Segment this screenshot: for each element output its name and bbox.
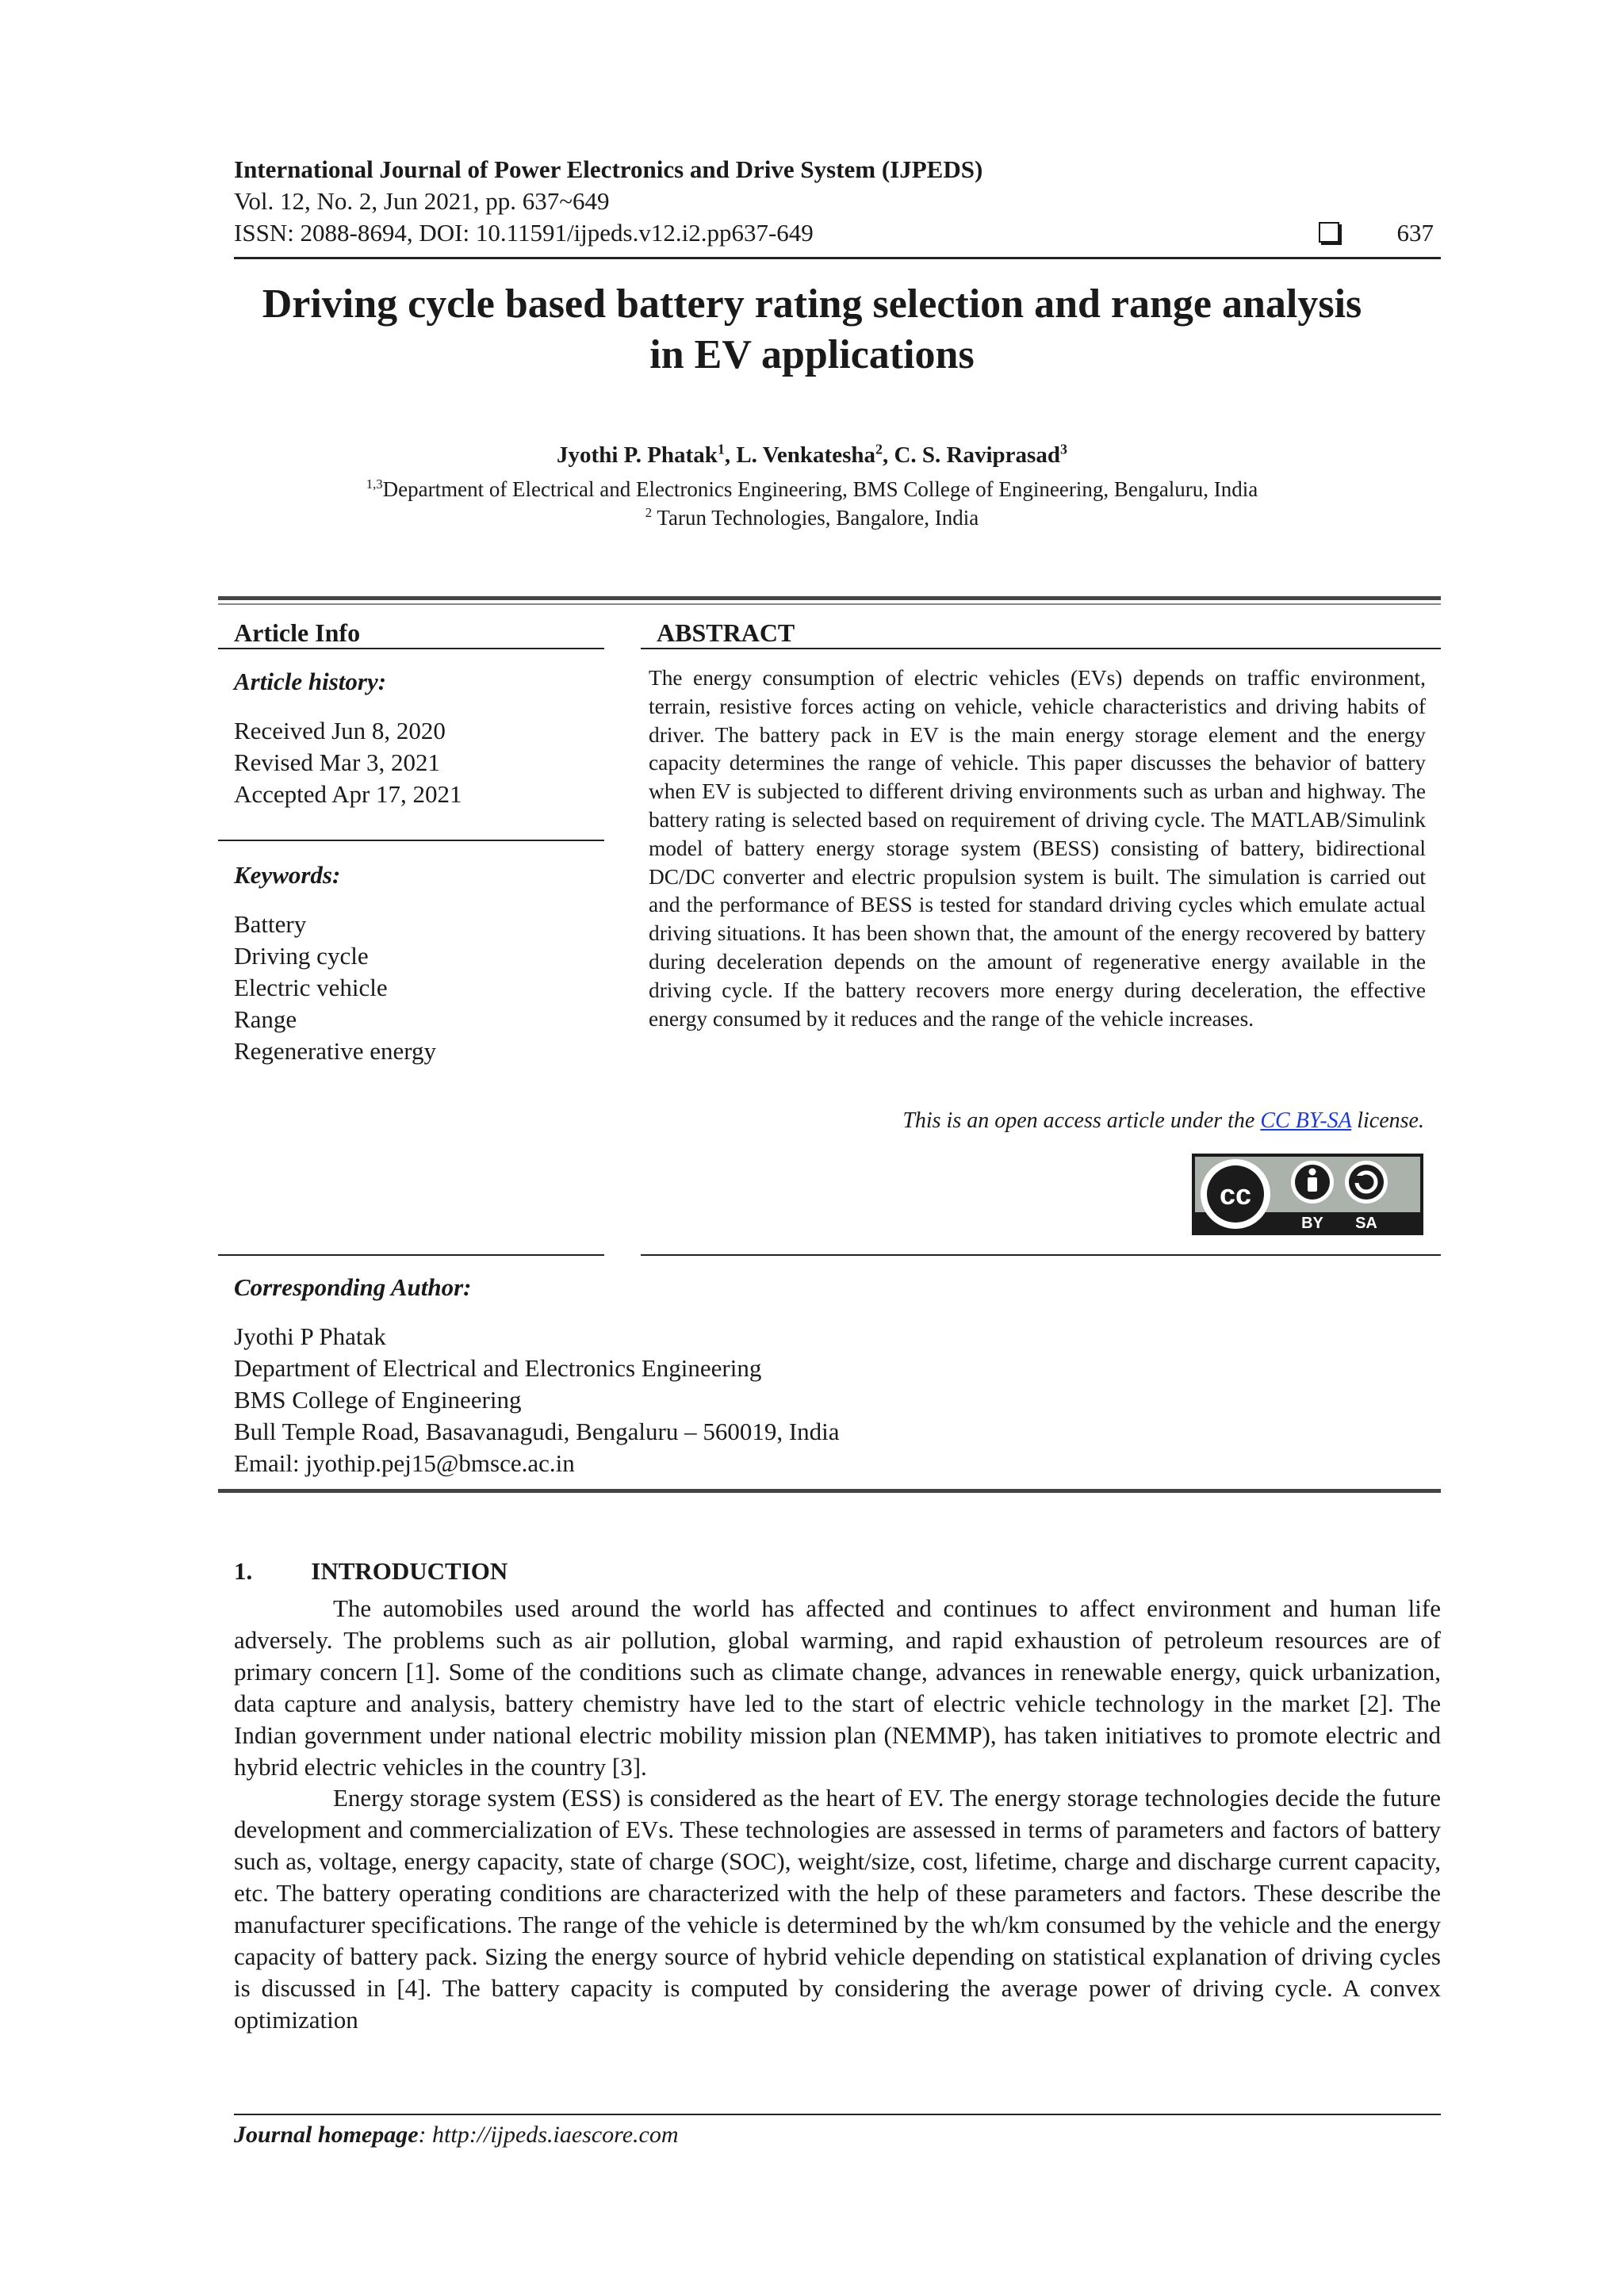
section-number: 1. [234,1557,253,1585]
abstract-bottom-rule [641,1254,1441,1256]
cc-badge-by: BY [1301,1215,1323,1232]
affiliation-2 [206,506,1418,530]
introduction-body [234,1593,1441,2036]
accepted-date: Accepted Apr 17, 2021 [234,780,462,808]
square-icon [1319,222,1339,243]
license-prefix: This is an open access article under the [902,1108,1261,1133]
cc-badge-cc: cc [1219,1178,1252,1211]
cc-by-sa-badge[interactable] [1192,1154,1423,1235]
corresponding-line: Department of Electrical and Electronics Engineering [234,1354,762,1382]
affiliation-sup: 2 [645,505,653,520]
corresponding-heading: Corresponding Author: [234,1273,472,1301]
paragraph: The automobiles used around the world has affected and continues to affect environment and human life adversely. The problems such as air pollution, global warming, and rapid exhaustion of petroleum resources are of primary concern [1]. Some of the conditions such as climate change, advances in renewable energy, quick urbanization, data capture and analysis, battery chemistry have led to the start of electric vehicle technology in the market [2]. The Indian government under national electric mobility mission plan (NEMMP), has taken initiatives to promote electric and hybrid electric vehicles in the country [3]. [234,1594,1441,1781]
affiliation-text: Department of Electrical and Electronics Engineering, BMS College of Engineering, Bengaluru, India [382,477,1258,501]
author-list: Jyothi P. Phatak$^1$, L. Venkatesha$^2$, C. S. Raviprasad$^3$ [557,441,1067,468]
affiliation-sup: 1,3 [366,476,383,492]
author-name: C. S. Raviprasad [894,442,1060,468]
infobox-top-rule [218,596,1441,600]
keyword-item: Driving cycle [234,942,369,970]
abstract-heading: ABSTRACT [657,618,795,647]
author-name: Jyothi P. Phatak [557,442,718,468]
corresponding-line: Bull Temple Road, Basavanagudi, Bengaluru – 560019, India [234,1418,840,1445]
corresponding-line: BMS College of Engineering [234,1386,522,1414]
author-sup: 3 [1059,441,1067,457]
section-heading [234,1557,508,1586]
journal-name: International Journal of Power Electronics and Drive System (IJPEDS) [234,155,983,183]
abstract-rule [641,648,1441,649]
affiliation-text: Tarun Technologies, Bangalore, India [652,506,979,530]
keywords-heading: Keywords: [234,861,341,889]
article-info-rule [218,648,604,649]
section-title: INTRODUCTION [311,1557,508,1585]
volume-info: Vol. 12, No. 2, Jun 2021, pp. 637~649 [234,187,610,215]
footer-rule [234,2114,1441,2115]
author-sup: 2 [875,441,883,457]
keyword-item: Electric vehicle [234,974,388,1001]
license-link[interactable]: CC BY-SA [1260,1108,1352,1133]
left-bottom-rule [218,1254,604,1256]
header-rule [234,257,1441,259]
paragraph: Energy storage system (ESS) is considered as the heart of EV. The energy storage technologies decide the future development and commercialization of EVs. These technologies are assessed in terms of parameters and factors of battery such as, voltage, energy capacity, state of charge (SOC), weight/size, cost, lifetime, charge and discharge current capacity, etc. The battery operating conditions are characterized with the help of these parameters and factors. These describe the manufacturer specifications. The range of the vehicle is determined by the wh/km consumed by the vehicle and the energy capacity of battery pack. Sizing the energy source of hybrid vehicle depending on statistical explanation of driving cycles is discussed in [4]. The battery capacity is computed by considering the average power of driving cycle. A convex optimization [234,1784,1441,2034]
author-name: L. Venkatesha [736,442,875,468]
page-number: 637 [1396,219,1434,247]
corresponding-email[interactable]: Email: jyothip.pej15@bmsce.ac.in [234,1449,575,1477]
paper-title [206,279,1418,381]
journal-homepage[interactable] [234,2122,679,2149]
infobox-bottom-rule [218,1489,1441,1493]
cc-badge-icon [1192,1154,1423,1235]
author-sup: 1 [717,441,725,457]
history-heading: Article history: [234,668,387,695]
title-line-1: Driving cycle based battery rating selection and range analysis [262,281,1362,327]
cc-badge-sa: SA [1355,1215,1377,1232]
abstract-text: The energy consumption of electric vehicles (EVs) depends on traffic environment, terrain, resistive forces acting on vehicle, vehicle characteristics and driving habits of driver. The battery pack in EV is the main energy storage element and the energy capacity determines the range of vehicle. This paper discusses the behavior of battery when EV is subjected to different driving environments such as urban and highway. The battery rating is selected based on requirement of driving cycle. The MATLAB/Simulink model of battery energy storage system (BESS) consisting of battery, bidirectional DC/DC converter and electric propulsion system is built. The simulation is carried out and the performance of BESS is tested for standard driving cycles which emulate actual driving situations. It has been shown that, the amount of the energy recovered by battery during deceleration depends on the amount of regenerative energy available in the driving cycle. If the battery recovers more energy during deceleration, the effective energy consumed by it reduces and the range of the vehicle increases. [649,666,1426,1031]
article-info-heading: Article Info [234,618,361,647]
affiliation-1 [206,477,1418,502]
homepage-url[interactable]: : http://ijpeds.iaescore.com [418,2122,679,2148]
revised-date: Revised Mar 3, 2021 [234,748,441,776]
title-line-2: in EV applications [649,332,975,377]
infobox-top-rule-thin [218,603,1441,605]
corresponding-details [234,1321,840,1479]
keywords-rule [218,840,604,841]
keyword-item: Regenerative energy [234,1037,437,1065]
received-date: Received Jun 8, 2020 [234,717,446,744]
keyword-list [234,909,436,1067]
keyword-item: Battery [234,910,307,938]
license-notice [902,1108,1424,1134]
license-suffix: license. [1351,1108,1424,1133]
homepage-label: Journal homepage [234,2122,419,2148]
keyword-item: Range [234,1005,297,1033]
corresponding-line: Jyothi P Phatak [234,1322,386,1350]
issn-doi: ISSN: 2088-8694, DOI: 10.11591/ijpeds.v12.i2.pp637-649 [234,219,814,247]
